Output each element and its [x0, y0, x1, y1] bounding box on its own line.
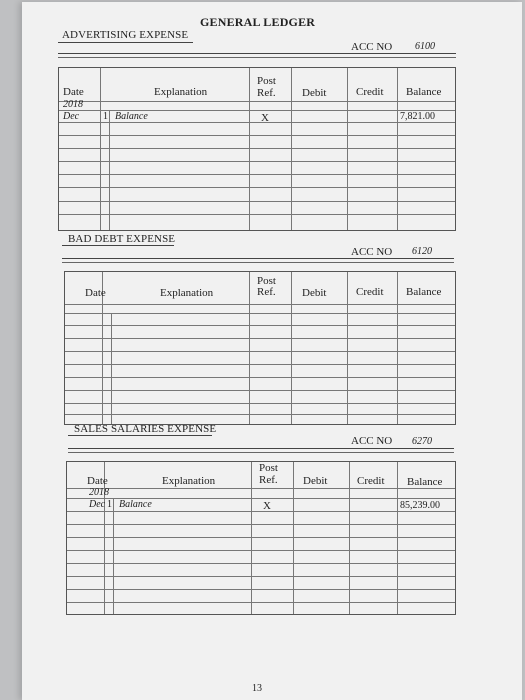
- day-cell: 1: [107, 499, 112, 510]
- header-explanation: Explanation: [160, 287, 214, 299]
- acc-no-rule: [62, 258, 454, 259]
- explanation-cell: Balance: [115, 111, 148, 122]
- header-credit: Credit: [357, 475, 385, 487]
- year-cell: 2018: [63, 99, 83, 110]
- acc-no-label: ACC NO: [351, 435, 393, 447]
- acc-no-rule-2: [58, 57, 456, 58]
- account-name-sales-salaries: SALES SALARIES EXPENSE: [74, 423, 217, 435]
- header-balance: Balance: [407, 476, 443, 488]
- acc-no-value: 6100: [415, 41, 435, 52]
- year-cell: 2018: [89, 487, 109, 498]
- account-name-rule: [62, 245, 174, 246]
- acc-no-rule: [58, 53, 456, 54]
- header-ref: Ref.: [257, 87, 276, 99]
- balance-cell: 85,239.00: [400, 500, 440, 511]
- acc-no-label: ACC NO: [351, 41, 393, 53]
- header-post: Post: [257, 75, 276, 87]
- account-name-bad-debt: BAD DEBT EXPENSE: [68, 233, 176, 245]
- post-ref-cell: X: [263, 500, 271, 512]
- header-ref: Ref.: [257, 286, 276, 298]
- header-date: Date: [87, 475, 108, 487]
- header-date: Date: [85, 287, 106, 299]
- header-explanation: Explanation: [154, 86, 208, 98]
- ledger-table-bad-debt: [64, 271, 456, 425]
- account-name-rule: [68, 435, 212, 436]
- day-cell: 1: [103, 111, 108, 122]
- acc-no-rule: [68, 448, 454, 449]
- header-debit: Debit: [302, 287, 327, 299]
- ledger-table-advertising: [58, 67, 456, 231]
- acc-no-label: ACC NO: [351, 246, 393, 258]
- explanation-cell: Balance: [119, 499, 152, 510]
- ledger-table-sales-salaries: [66, 461, 456, 615]
- month-cell: Dec: [89, 499, 106, 510]
- acc-no-rule-2: [62, 262, 454, 263]
- header-balance: Balance: [406, 286, 442, 298]
- month-cell: Dec: [63, 111, 80, 122]
- header-date: Date: [63, 86, 84, 98]
- header-debit: Debit: [302, 87, 327, 99]
- account-name-advertising: ADVERTISING EXPENSE: [62, 29, 189, 41]
- header-explanation: Explanation: [162, 475, 216, 487]
- page-number: 13: [252, 683, 262, 694]
- header-debit: Debit: [303, 475, 328, 487]
- header-credit: Credit: [356, 86, 384, 98]
- balance-cell: 7,821.00: [400, 111, 435, 122]
- post-ref-cell: X: [261, 112, 269, 124]
- header-balance: Balance: [406, 86, 442, 98]
- header-credit: Credit: [356, 286, 384, 298]
- header-post: Post: [259, 462, 278, 474]
- acc-no-rule-2: [68, 452, 454, 453]
- account-name-rule: [58, 42, 193, 43]
- page-title: GENERAL LEDGER: [200, 15, 316, 29]
- acc-no-value: 6120: [412, 246, 432, 257]
- header-post: Post: [257, 275, 276, 287]
- acc-no-value: 6270: [412, 436, 432, 447]
- header-ref: Ref.: [259, 474, 278, 486]
